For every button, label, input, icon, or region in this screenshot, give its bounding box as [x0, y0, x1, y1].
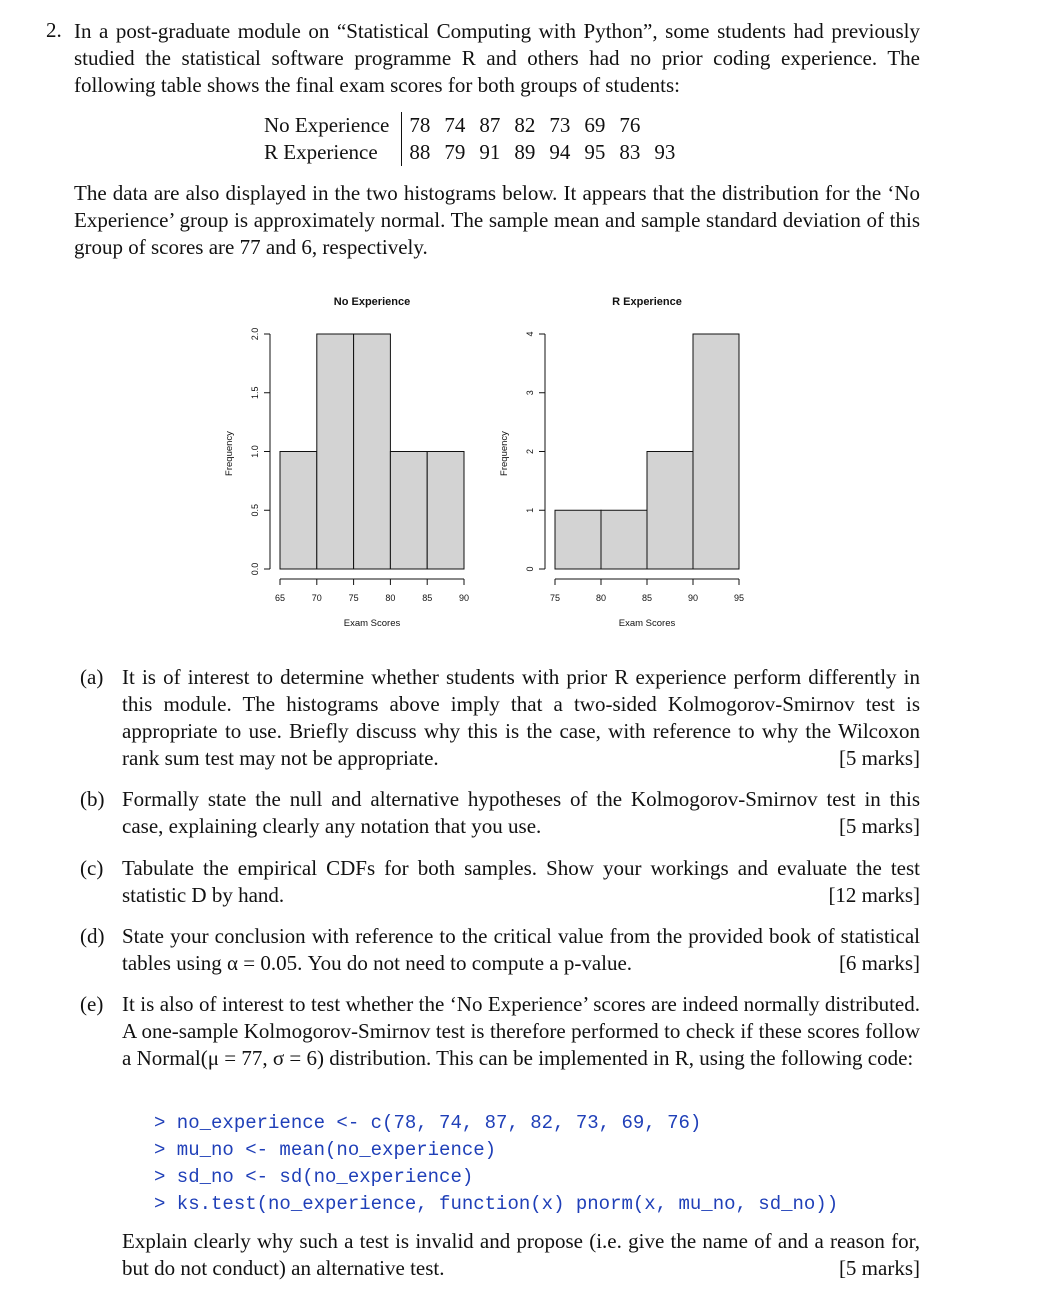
table-cell: 94 — [549, 140, 571, 164]
part-text: State your conclusion with reference to the critical value from the provided book of statistical tables using α = 0.05. You do not need to compute a p-value. — [122, 924, 920, 975]
part-marks: [12 marks] — [828, 883, 920, 907]
y-axis-label: Frequency — [224, 431, 235, 476]
histogram-bar — [354, 334, 391, 569]
histogram-bar — [280, 452, 317, 570]
x-tick-label: 85 — [641, 593, 653, 603]
table-cell: 78 — [402, 112, 438, 139]
table-cell: 73 — [549, 113, 571, 137]
table-cell: 93 — [654, 140, 676, 164]
closing-marks: [5 marks] — [838, 1256, 920, 1280]
histogram-description: The data are also displayed in the two histograms below. It appears that the distribution for the ‘No Experience’ group is approximately normal. The sample mean and sample standard deviation of this group of scores are 77 and 6, respectively. — [74, 181, 920, 259]
histogram-bar — [647, 452, 693, 570]
r-code-line: > ks.test(no_experience, function(x) pnorm(x, mu_no, sd_no)) — [154, 1193, 839, 1215]
r-code-line: > mu_no <- mean(no_experience) — [154, 1139, 497, 1161]
question-number: 2. — [46, 18, 62, 42]
table-cell: 88 — [402, 139, 438, 166]
x-tick-label: 80 — [385, 593, 396, 603]
part-label: (d) — [80, 924, 105, 948]
part-label: (e) — [80, 992, 104, 1016]
closing-text: Explain clearly why such a test is invalid and propose (i.e. give the name of and a reason for, but do not conduct) an alternative test. — [122, 1229, 920, 1280]
part-marks: [5 marks] — [838, 746, 920, 770]
part-marks: [6 marks] — [838, 951, 920, 975]
x-tick-label: 65 — [274, 593, 286, 603]
table-row-r-experience — [258, 139, 682, 166]
table-cell: 82 — [514, 113, 536, 137]
chart-title: R Experience — [612, 296, 682, 308]
histogram-bar — [693, 334, 739, 569]
part-marks: [5 marks] — [838, 814, 920, 838]
x-tick-label: 90 — [458, 593, 470, 603]
scores-table — [258, 112, 682, 166]
histogram-bar — [601, 510, 647, 569]
histogram-bar — [390, 452, 427, 570]
x-axis-label: Exam Scores — [343, 618, 401, 629]
y-axis-label: Frequency — [499, 431, 510, 476]
y-tick-label: 0.0 — [250, 562, 260, 576]
r-code-line: > no_experience <- c(78, 74, 87, 82, 73, 69, 76) — [154, 1112, 702, 1134]
y-tick-label: 2.0 — [250, 327, 260, 341]
x-tick-label: 70 — [311, 593, 322, 603]
table-cell-empty — [647, 112, 682, 139]
part-label: (a) — [80, 665, 104, 689]
histogram-bar — [317, 334, 354, 569]
part-text: It is also of interest to test whether the ‘No Experience’ scores are indeed normally distributed. A one-sample Kolmogorov-Smirnov test is therefore performed to check if these scores follow a Normal(μ = 77, σ = 6) distribution. This can be implemented in R, using the following code: — [122, 992, 920, 1070]
histogram-bar — [427, 452, 464, 570]
table-cell: 69 — [584, 113, 606, 137]
histogram-bar — [555, 510, 601, 569]
table-cell: 91 — [479, 140, 501, 164]
table-cell: 74 — [444, 113, 466, 137]
x-tick-label: 95 — [733, 593, 745, 603]
table-cell: 83 — [619, 140, 641, 164]
histograms-figure — [0, 285, 1064, 645]
r-code-line: > sd_no <- sd(no_experience) — [154, 1166, 474, 1188]
y-tick-label: 1.5 — [250, 386, 260, 400]
y-tick-label: 3 — [525, 390, 535, 396]
x-tick-label: 75 — [348, 593, 359, 603]
part-text: Formally state the null and alternative hypotheses of the Kolmogorov-Smirnov test in this case, explaining clearly any notation that you use. — [122, 787, 920, 838]
question-intro: In a post-graduate module on “Statistical Computing with Python”, some students had previously studied the statistical software programme R and others had no prior coding experience. The following table shows the final exam scores for both groups of students: — [74, 19, 920, 97]
y-tick-label: 4 — [525, 331, 535, 337]
x-tick-label: 90 — [687, 593, 699, 603]
table-cell: 79 — [444, 140, 466, 164]
chart-title: No Experience — [333, 296, 411, 308]
y-tick-label: 0.5 — [250, 503, 260, 517]
table-cell: 89 — [514, 140, 536, 164]
table-row-no-experience — [258, 112, 682, 139]
part-text: Tabulate the empirical CDFs for both samples. Show your workings and evaluate the test statistic D by hand. — [122, 856, 920, 907]
table-cell: 87 — [479, 113, 501, 137]
y-tick-label: 1 — [525, 507, 535, 513]
x-tick-label: 75 — [549, 593, 561, 603]
x-axis-label: Exam Scores — [618, 618, 676, 629]
y-tick-label: 2 — [525, 448, 535, 455]
part-label: (b) — [80, 787, 105, 811]
y-tick-label: 1.0 — [250, 445, 260, 458]
row-label: R Experience — [264, 140, 378, 164]
x-tick-label: 85 — [422, 593, 433, 603]
row-label: No Experience — [264, 113, 390, 137]
part-label: (c) — [80, 856, 104, 880]
table-cell: 95 — [584, 140, 606, 164]
x-tick-label: 80 — [595, 593, 607, 603]
y-tick-label: 0 — [525, 566, 535, 572]
table-cell: 76 — [619, 113, 641, 137]
part-text: It is of interest to determine whether students with prior R experience perform differently in this module. The histograms above imply that a two-sided Kolmogorov-Smirnov test is appropriate to use. Briefly discuss why this is the case, with reference to why the Wilcoxon rank sum test may not be appropriate. — [122, 665, 920, 770]
